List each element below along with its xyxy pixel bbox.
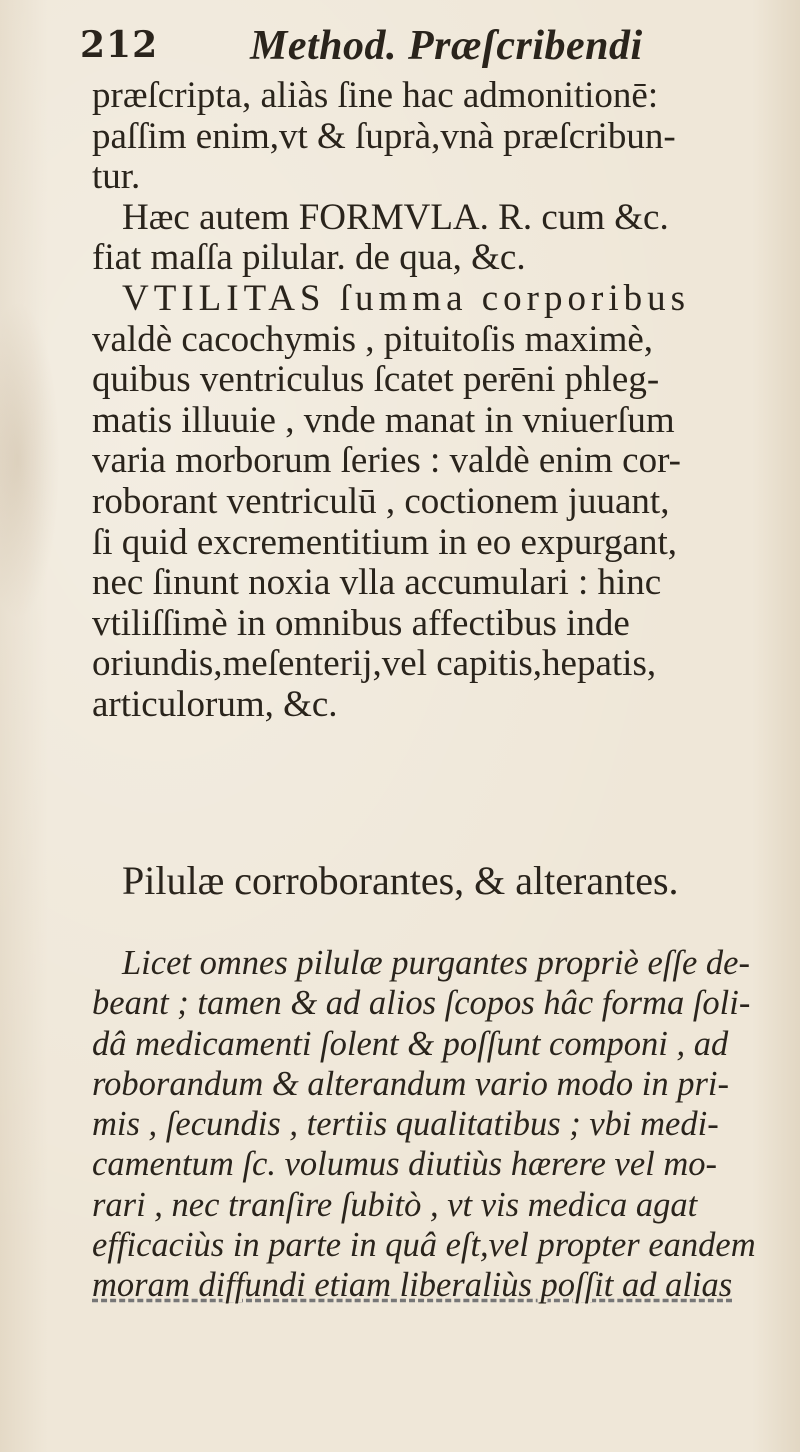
- text-line: præſcripta, aliàs ſine hac admonitionē:: [92, 75, 659, 116]
- text-line: valdè cacochymis , pituitoſis maximè,: [92, 318, 654, 360]
- italic-line: efficaciùs in parte in quâ eſt,vel propter eandem: [92, 1226, 756, 1265]
- italic-line: moram diffundi etiam liberaliùs poſſit ad alias: [92, 1266, 733, 1305]
- italic-line: dâ medicamenti ſolent & poſſunt componi , ad: [92, 1024, 729, 1063]
- text-line: roborant ventriculū , coctionem juuant,: [92, 480, 670, 522]
- italic-line: rari , nec tranſire ſubitò , vt vis medica agat: [92, 1185, 698, 1224]
- text-line: vtiliſſimè in omnibus affectibus inde: [92, 602, 630, 644]
- text-line: VTILITAS ſumma corporibus: [122, 277, 691, 319]
- text-line: matis illuuie , vnde manat in vniuerſum: [92, 399, 675, 441]
- text-line: fiat maſſa pilular. de qua, &c.: [92, 237, 526, 279]
- text-line: nec ſinunt noxia vlla accumulari : hinc: [92, 562, 662, 604]
- main-text: [92, 76, 792, 726]
- italic-line: mis , ſecundis , tertiis qualitatibus ; vbi medi-: [92, 1105, 719, 1144]
- running-head: Method. Præſcribendi: [250, 23, 643, 69]
- page-stain: [0, 300, 60, 620]
- page-header: [80, 18, 760, 78]
- italic-paragraph: [92, 943, 792, 1306]
- text-line: tur.: [92, 156, 141, 198]
- text-line: paſſim enim,vt & ſuprà,vnà præſcribun-: [92, 115, 676, 157]
- text-line: articulorum, &c.: [92, 683, 338, 725]
- text-line: varia morborum ſeries : valdè enim cor-: [92, 440, 681, 482]
- text-line: ſi quid excrementitium in eo expurgant,: [92, 521, 678, 563]
- text-line: quibus ventriculus ſcatet perēni phleg-: [92, 359, 660, 401]
- page-number: 212: [80, 24, 159, 66]
- italic-line: camentum ſc. volumus diutiùs hærere vel mo-: [92, 1145, 718, 1184]
- italic-line: roborandum & alterandum vario modo in pri-: [92, 1064, 729, 1103]
- italic-line: beant ; tamen & ad alios ſcopos hâc forma ſoli-: [92, 984, 751, 1023]
- section-heading: Pilulæ corroborantes, & alterantes.: [122, 858, 679, 903]
- italic-line: Licet omnes pilulæ purgantes propriè eſſe de-: [122, 944, 750, 982]
- text-line: oriundis,meſenterij,vel capitis,hepatis,: [92, 643, 657, 685]
- text-line: Hæc autem FORMVLA. R. cum &c.: [122, 196, 669, 238]
